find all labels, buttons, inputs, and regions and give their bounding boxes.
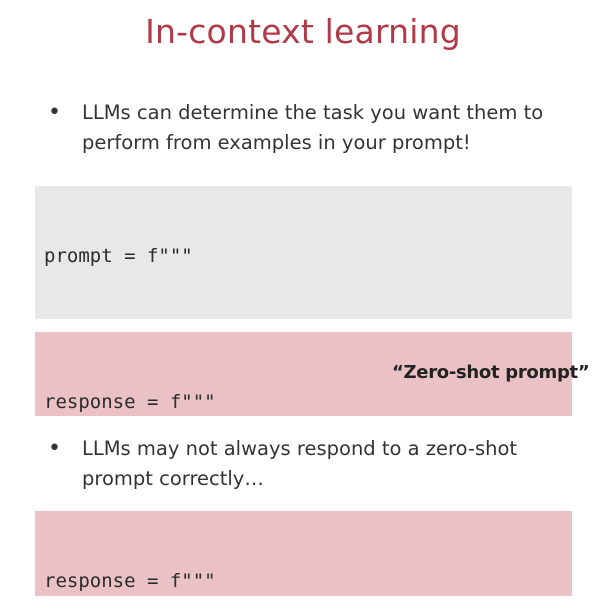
zero-shot-annotation: “Zero-shot prompt”	[392, 362, 590, 383]
prompt-code-block	[35, 186, 572, 319]
bullet-text	[82, 98, 582, 158]
bullet-line: perform from examples in your prompt!	[82, 131, 471, 154]
bullet-line: prompt correctly…	[82, 467, 264, 490]
bullet-dot-icon: •	[48, 100, 61, 125]
code-line: response = f"""	[44, 391, 216, 413]
bullet-line: LLMs can determine the task you want them to	[82, 101, 544, 124]
bullet-text	[82, 434, 582, 494]
bullet-line: LLMs may not always respond to a zero-shot	[82, 437, 518, 460]
code-line: response = f"""	[44, 570, 216, 592]
bullet-dot-icon: •	[48, 436, 61, 461]
code-line: prompt = f"""	[44, 245, 193, 267]
response-code-block	[35, 511, 572, 596]
slide-title: In-context learning	[145, 12, 461, 51]
